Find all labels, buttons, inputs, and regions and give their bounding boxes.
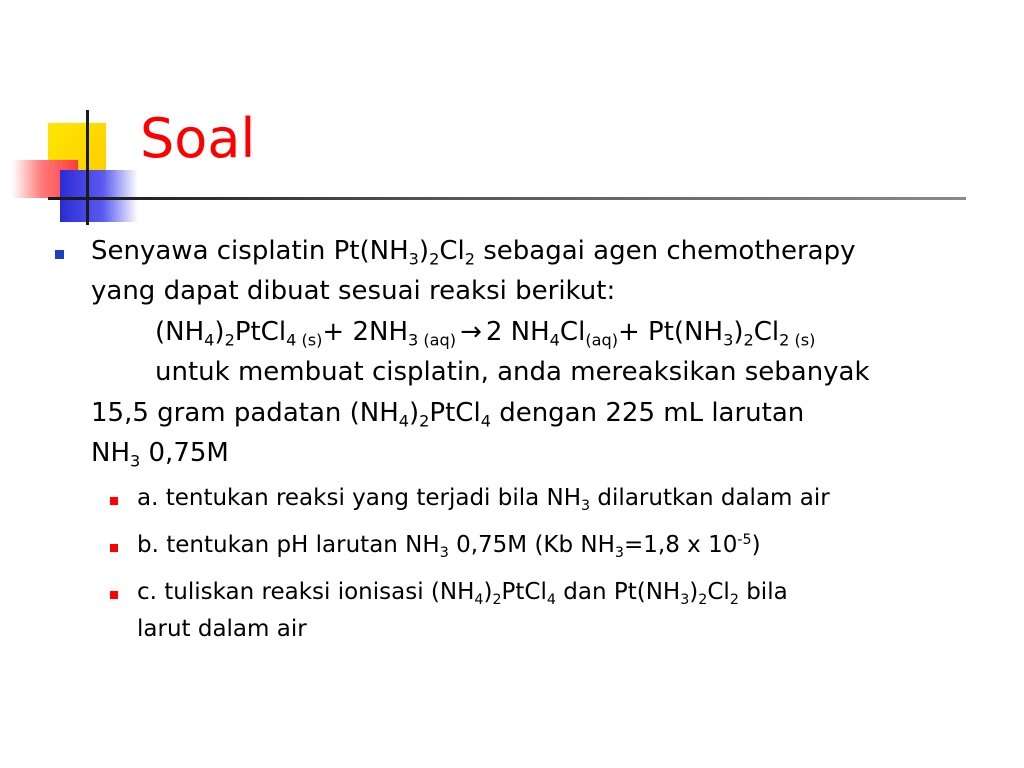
sub-bullet-c-marker [110, 591, 118, 599]
sub-bullet-a: a. tentukan reaksi yang terjadi bila $NH_3$ dilarutkan dalam air [137, 485, 830, 514]
reaction-arrow-icon: → [460, 317, 482, 347]
sub-bullet-c-line-2: larut dalam air [137, 616, 307, 642]
main-bullet-line-6: $NH_3$ 0,75M [91, 438, 229, 471]
decorative-blue-bar [60, 170, 138, 222]
main-bullet-line-4: untuk membuat cisplatin, anda mereaksikan sebanyak [155, 357, 870, 387]
main-bullet-marker [55, 250, 64, 259]
main-bullet-line-5: 15,5 gram padatan $(NH_4)_2PtCl_4$ dengan 225 mL larutan [91, 398, 805, 431]
slide-title: Soal [140, 107, 256, 170]
decorative-vertical-line [86, 110, 89, 225]
reaction-equation: $(NH_4)_2PtCl_{4 (s)}+ 2NH_{3 (aq)} \to 2$ $NH_4Cl_{(aq)}+ Pt(NH_3)_2Cl_{2 (s)}$ [155, 317, 816, 350]
main-bullet-line-2: yang dapat dibuat sesuai reaksi berikut: [91, 276, 616, 306]
sub-bullet-a-marker [110, 497, 118, 505]
main-bullet-line-1: Senyawa cisplatin $Pt(NH_3)_2Cl_2$ sebagai agen chemotherapy [91, 236, 856, 269]
sub-bullet-b: b. tentukan pH larutan $NH_3$ 0,75M (Kb $NH_3=1,8$ x $10^{-5}$) [137, 532, 761, 561]
sub-bullet-b-marker [110, 544, 118, 552]
title-underline-rule [86, 197, 966, 200]
sub-bullet-c: c. tuliskan reaksi ionisasi $(NH_4)_2PtCl_4$ dan $Pt(NH_3)_2Cl_2$ bila [137, 579, 788, 608]
